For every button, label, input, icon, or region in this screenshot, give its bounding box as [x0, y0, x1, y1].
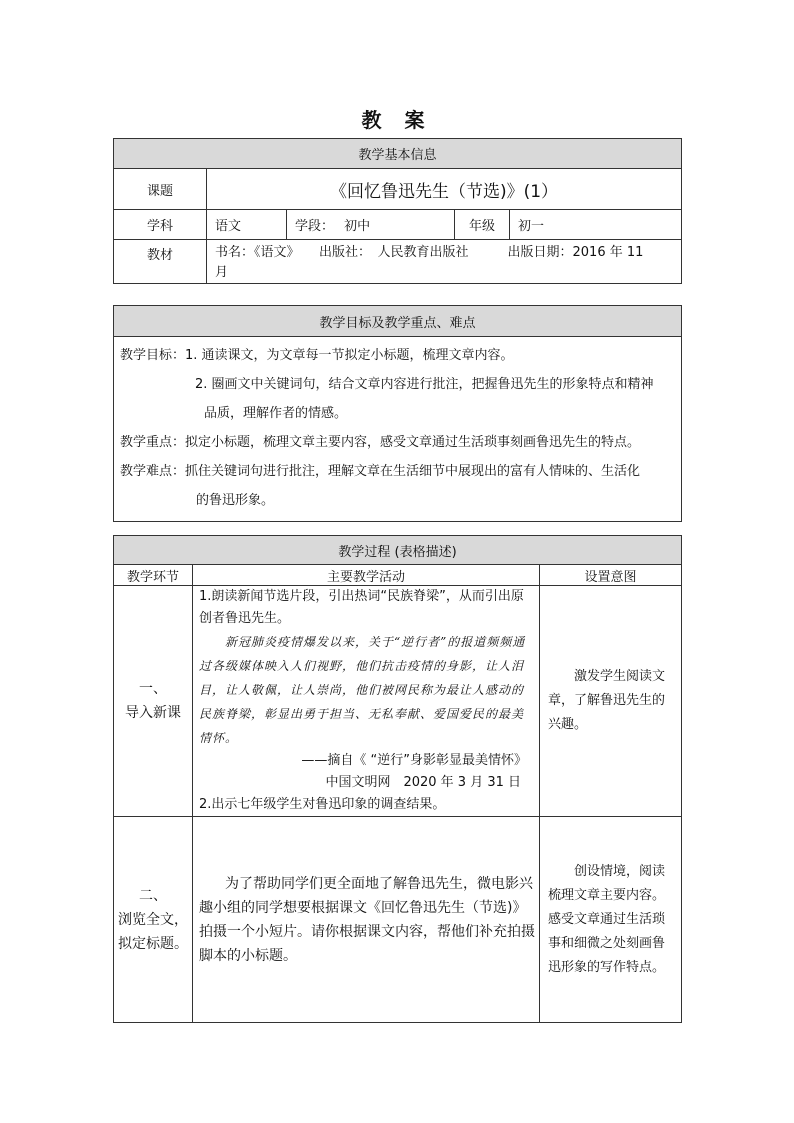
subject-value: 语文 — [207, 210, 287, 240]
goals-table — [113, 305, 682, 522]
activity-2-text: 2.出示七年级学生对鲁迅印象的调查结果。 — [199, 797, 446, 812]
col-activity-header: 主要教学活动 — [193, 565, 540, 586]
stage-name-2b: 拟定标题。 — [118, 935, 188, 952]
process-table — [113, 535, 682, 1023]
basic-info-header: 教学基本信息 — [114, 139, 682, 169]
goal-1: 1. 通读课文，为文章每一节拟定小标题，梳理文章内容。 — [185, 348, 514, 363]
col-stage-header: 教学环节 — [114, 565, 193, 586]
difficult-text-a: 抓住关键词句进行批注，理解文章在生活细节中展现出的富有人情味的、生活化 — [185, 464, 641, 479]
stage-cell-1 — [114, 586, 193, 817]
stage-num-1: 一、 — [139, 681, 167, 697]
goal-2b: 品质，理解作者的情感。 — [204, 406, 348, 421]
goal-2a: 2. 圈画文中关键词句，结合文章内容进行批注，把握鲁迅先生的形象特点和精神 — [195, 377, 654, 392]
topic-value: 《回忆鲁迅先生（节选)》(1） — [207, 169, 682, 210]
key-label: 教学重点： — [120, 435, 186, 450]
purpose-cell-1: 激发学生阅读文章，了解鲁迅先生的兴趣。 — [540, 586, 682, 817]
textbook-line-2: 月 — [215, 265, 229, 280]
activity-1-text: 1.朗读新闻节选片段，引出热词“民族脊梁”，从而引出原创者鲁迅先生。 — [199, 589, 524, 626]
news-quote: 新冠肺炎疫情爆发以来，关于“逆行者”的报道频频通过各级媒体映入人们视野，他们抗击疫情的身影，让人泪目，让人敬佩，让人崇尚，他们被网民称为最让人感动的民族脊梁，彰显出勇于担当、无私奉献、爱国爱民的最美情怀。 — [199, 635, 526, 745]
stage-cell-2 — [114, 817, 193, 1023]
textbook-line-1: 书名：《语文》 出版社： 人民教育出版社 出版日期：2016 年 11 — [215, 245, 644, 260]
stage-num-2: 二、 — [139, 887, 167, 904]
subject-label: 学科 — [114, 210, 207, 240]
stage-cell — [287, 210, 455, 240]
quote-source-1: ——摘自《 “逆行”身影彰显最美情怀》 — [301, 753, 527, 768]
activity-cell-1 — [193, 586, 540, 817]
goals-body — [114, 337, 682, 522]
col-purpose-header: 设置意图 — [540, 565, 682, 586]
stage-label: 学段： — [295, 219, 335, 234]
stage-name-2a: 浏览全文， — [118, 911, 188, 928]
purpose-cell-2: 创设情境，阅读梳理文章主要内容。感受文章通过生活琐事和细微之处刻画鲁迅形象的写作特点。 — [540, 817, 682, 1023]
topic-label: 课题 — [114, 169, 207, 210]
textbook-label: 教材 — [114, 240, 207, 284]
difficult-text-b: 的鲁迅形象。 — [196, 493, 275, 508]
table-row — [114, 817, 682, 1023]
table-row — [114, 586, 682, 817]
grade-label: 年级 — [455, 210, 510, 240]
goals-header: 教学目标及教学重点、难点 — [114, 306, 682, 337]
textbook-value — [207, 240, 682, 284]
page-title: 教 案 — [361, 108, 433, 132]
process-header: 教学过程 (表格描述) — [114, 536, 682, 565]
basic-info-table — [113, 138, 682, 284]
activity-cell-2: 为了帮助同学们更全面地了解鲁迅先生，微电影兴趣小组的同学想要根据课文《回忆鲁迅先生（节选)》拍摄一个小短片。请你根据课文内容，帮他们补充拍摄脚本的小标题。 — [193, 817, 540, 1023]
quote-source-2: 中国文明网 2020 年 3 月 31 日 — [325, 775, 521, 790]
stage-value: 初中 — [344, 219, 371, 234]
key-text: 拟定小标题，梳理文章主要内容，感受文章通过生活琐事刻画鲁迅先生的特点。 — [185, 435, 641, 450]
grade-value: 初一 — [510, 210, 682, 240]
difficult-label: 教学难点： — [120, 464, 186, 479]
goal-label: 教学目标： — [120, 348, 186, 363]
stage-name-1: 导入新课 — [125, 705, 181, 721]
